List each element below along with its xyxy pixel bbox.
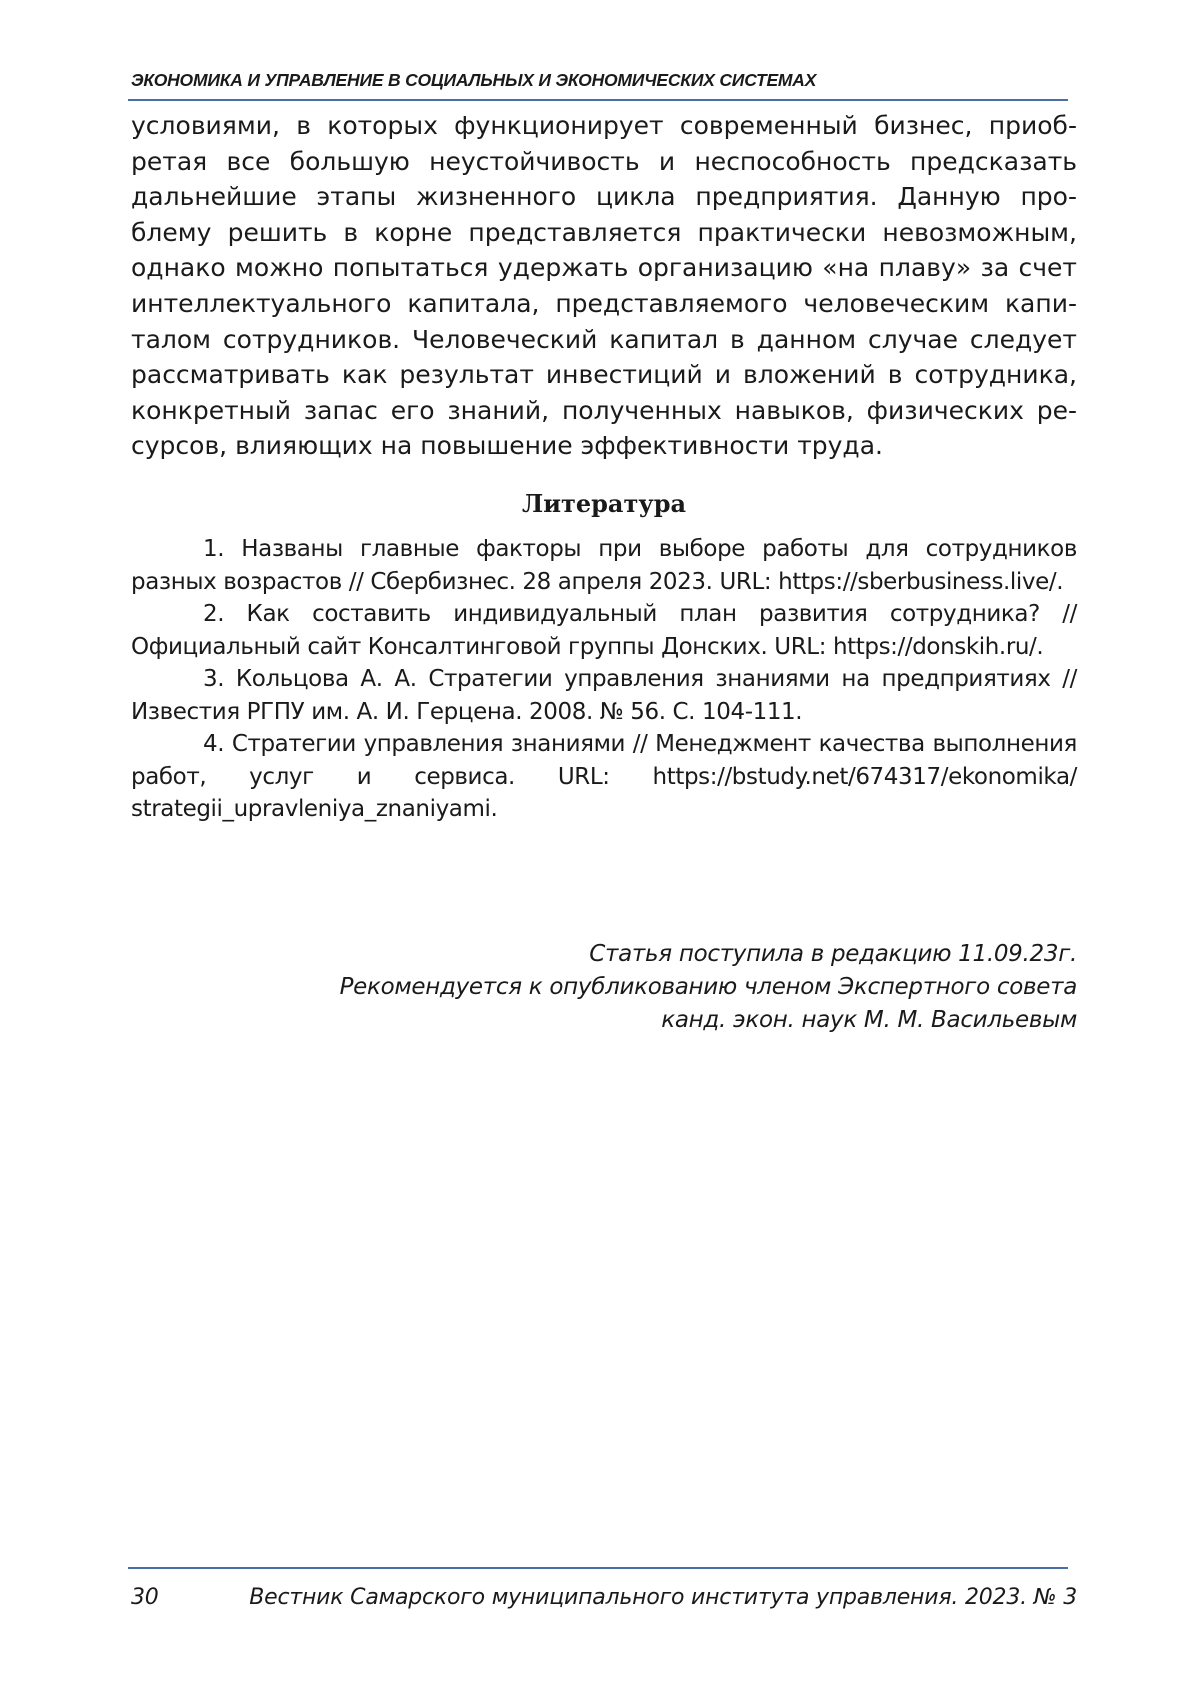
reference-item: 2. Как составить индивидуальный план развития сотрудника? // Официальный сайт Консалтинговой группы Донских. URL: https://donskih.ru/. bbox=[131, 601, 1077, 660]
reviewer-note: канд. экон. наук М. М. Васильевым bbox=[661, 1007, 1077, 1033]
body-paragraph: условиями, в которых функционирует современный бизнес, приобретая все большую неустойчивость и неспособность предсказать дальнейшие этапы жизненного цикла предприятия. Данную проблему решить в корне представляется практически невозможным, однако можно попытаться удержать организацию «на плаву» за счет интеллектуального капитала, представляемого человеческим капиталом сотрудников. Человеческий капитал в данном случае следует рассматривать как результат инвестиций и вложений в сотрудника, конкретный запас его знаний, полученных навыков, физических ресурсов, влияющих на повышение эффективности труда. bbox=[131, 111, 1077, 461]
references-list bbox=[131, 533, 1077, 826]
page-number: 30 bbox=[131, 1585, 159, 1610]
page-footer bbox=[131, 1585, 1077, 1610]
editorial-signoff bbox=[131, 938, 1077, 1037]
reference-item: 4. Стратегии управления знаниями // Менеджмент качества выполнения работ, услуг и сервиса. URL: https://bstudy.net/674317/ekonomika/ strategii_upravleniya_znaniyami. bbox=[131, 731, 1077, 822]
journal-title: Вестник Самарского муниципального института управления. 2023. № 3 bbox=[249, 1585, 1077, 1610]
references-title: Литература bbox=[521, 489, 687, 518]
recommendation-note: Рекомендуется к опубликованию членом Экспертного совета bbox=[339, 974, 1077, 1000]
running-header-title: ЭКОНОМИКА И УПРАВЛЕНИЕ В СОЦИАЛЬНЫХ И ЭКОНОМИЧЕСКИХ СИСТЕМАХ bbox=[131, 70, 817, 90]
received-date-note: Статья поступила в редакцию 11.09.23г. bbox=[589, 941, 1077, 967]
footer-rule bbox=[128, 1567, 1068, 1569]
reference-item: 1. Названы главные факторы при выборе работы для сотрудников разных возрастов // Сбербизнес. 28 апреля 2023. URL: https://sberbusiness.live/. bbox=[131, 536, 1077, 595]
header-rule bbox=[128, 99, 1068, 101]
reference-item: 3. Кольцова А. А. Стратегии управления знаниями на предприятиях // Известия РГПУ им. А. И. Герцена. 2008. № 56. С. 104-111. bbox=[131, 666, 1077, 725]
